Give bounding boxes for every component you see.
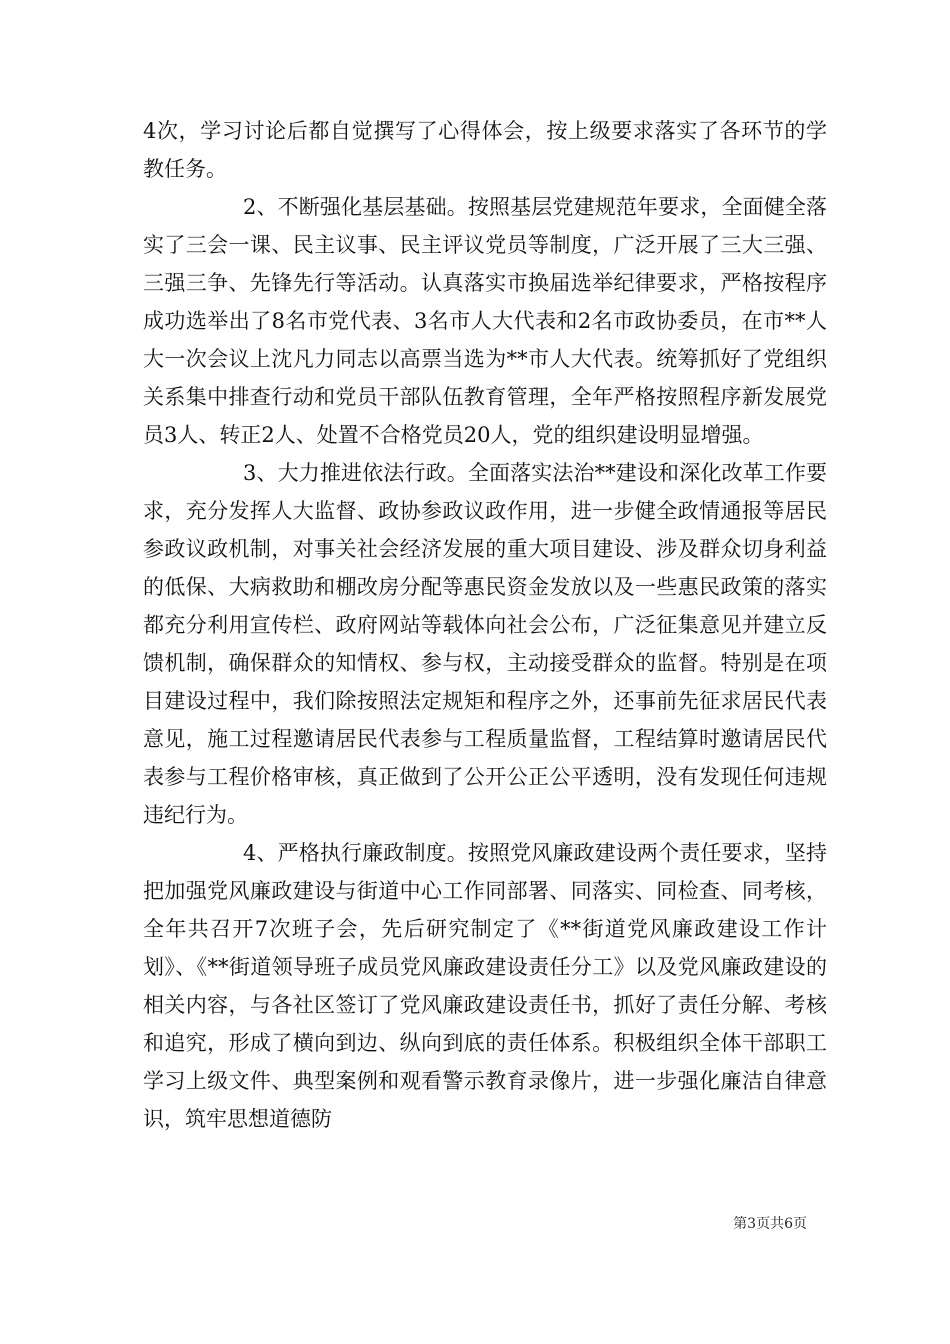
page-number: 第3页共6页 bbox=[733, 1216, 807, 1232]
paragraph: 4、严格执行廉政制度。按照党风廉政建设两个责任要求，坚持把加强党风廉政建设与街道中心工作同部署、同落实、同检查、同考核，全年共召开7次班子会，先后研究制定了《**街道党风廉政建设工作计划》、《**街道领导班子成员党风廉政建设责任分工》以及党风廉政建设的相关内容，与各社区签订了党风廉政建设责任书，抓好了责任分解、考核和追究，形成了横向到边、纵向到底的责任体系。积极组织全体干部职工学习上级文件、典型案例和观看警示教育录像片，进一步强化廉洁自律意识，筑牢思想道德防 bbox=[143, 841, 827, 1131]
document-body bbox=[143, 112, 827, 1138]
paragraph: 2、不断强化基层基础。按照基层党建规范年要求，全面健全落实了三会一课、民主议事、民主评议党员等制度，广泛开展了三大三强、三强三争、先锋先行等活动。认真落实市换届选举纪律要求，严格按程序成功选举出了8名市党代表、3名市人大代表和2名市政协委员，在市**人大一次会议上沈凡力同志以高票当选为**市人大代表。统筹抓好了党组织关系集中排查行动和党员干部队伍教育管理，全年严格按照程序新发展党员3人、转正2人、处置不合格党员20人，党的组织建设明显增强。 bbox=[143, 195, 827, 447]
paragraph: 4次，学习讨论后都自觉撰写了心得体会，按上级要求落实了各环节的学教任务。 bbox=[143, 119, 827, 181]
paragraph: 3、大力推进依法行政。全面落实法治**建设和深化改革工作要求，充分发挥人大监督、政协参政议政作用，进一步健全政情通报等居民参政议政机制，对事关社会经济发展的重大项目建设、涉及群众切身利益的低保、大病救助和棚改房分配等惠民资金发放以及一些惠民政策的落实都充分利用宣传栏、政府网站等载体向社会公布，广泛征集意见并建立反馈机制，确保群众的知情权、参与权，主动接受群众的监督。特别是在项目建设过程中，我们除按照法定规矩和程序之外，还事前先征求居民代表意见，施工过程邀请居民代表参与工程质量监督，工程结算时邀请居民代表参与工程价格审核，真正做到了公开公正公平透明，没有发现任何违规违纪行为。 bbox=[143, 461, 827, 827]
